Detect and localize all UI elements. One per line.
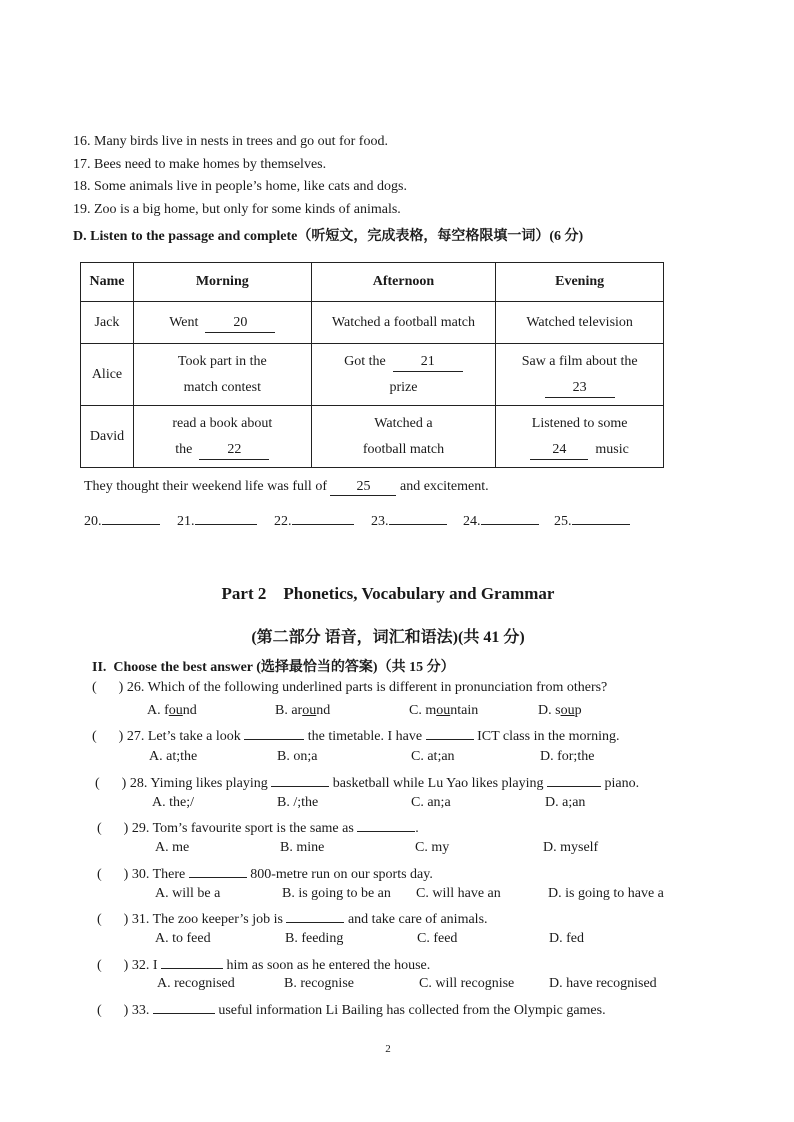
q31-option-a[interactable]: A. to feed bbox=[155, 931, 211, 946]
blank[interactable] bbox=[244, 725, 304, 740]
statement-18: 18. Some animals live in people’s home, like cats and dogs. bbox=[73, 179, 407, 194]
question-33: ( ) 33. useful information Li Bailing has collected from the Olympic games. bbox=[97, 999, 606, 1019]
q27-option-c[interactable]: C. at;an bbox=[411, 749, 455, 764]
q26-option-c[interactable]: C. mountain bbox=[409, 703, 479, 718]
q31-option-b[interactable]: B. feeding bbox=[285, 931, 344, 946]
answer-blank-20[interactable]: 20. bbox=[84, 510, 160, 530]
q29-option-a[interactable]: A. me bbox=[155, 840, 190, 855]
question-29: ( ) 29. Tom’s favourite sport is the same as . bbox=[97, 817, 419, 837]
part2-title: Part 2 Phonetics, Vocabulary and Grammar bbox=[221, 584, 555, 603]
q29-option-b[interactable]: B. mine bbox=[280, 840, 325, 855]
blank-22[interactable]: 22 bbox=[199, 441, 269, 460]
blank[interactable] bbox=[286, 908, 344, 923]
cell-evening: Saw a film about the 23 bbox=[496, 344, 664, 406]
question-28: ( ) 28. Yiming likes playing basketball while Lu Yao likes playing piano. bbox=[95, 772, 639, 792]
answer-blank-21[interactable]: 21. bbox=[177, 510, 257, 530]
answer-blank-24[interactable]: 24. bbox=[463, 510, 539, 530]
blank[interactable] bbox=[426, 725, 474, 740]
table-row-jack bbox=[81, 302, 664, 344]
cell-afternoon: Watched a football match bbox=[311, 406, 496, 468]
blank[interactable] bbox=[153, 999, 215, 1014]
cell-morning: read a book about the 22 bbox=[133, 406, 311, 468]
summary-sentence: They thought their weekend life was full of 25 and excitement. bbox=[84, 479, 489, 494]
blank-24[interactable]: 24 bbox=[530, 441, 588, 460]
q30-option-d[interactable]: D. is going to have a bbox=[548, 886, 664, 901]
blank[interactable] bbox=[161, 954, 223, 969]
blank[interactable] bbox=[189, 863, 247, 878]
statement-16: 16. Many birds live in nests in trees and go out for food. bbox=[73, 134, 388, 149]
table-row-david bbox=[81, 406, 664, 468]
q26-option-b[interactable]: B. around bbox=[275, 703, 331, 718]
question-31: ( ) 31. The zoo keeper’s job is and take care of animals. bbox=[97, 908, 488, 928]
q27-option-a[interactable]: A. at;the bbox=[149, 749, 198, 764]
q30-option-c[interactable]: C. will have an bbox=[416, 886, 501, 901]
q28-option-a[interactable]: A. the;/ bbox=[152, 795, 194, 810]
answer-blank-23[interactable]: 23. bbox=[371, 510, 447, 530]
q28-option-b[interactable]: B. /;the bbox=[277, 795, 319, 810]
cell-morning: Went 20 bbox=[133, 302, 311, 344]
cell-name: Alice bbox=[81, 344, 134, 406]
part2-subtitle: (第二部分 语音，词汇和语法)(共 41 分) bbox=[251, 629, 525, 646]
header-name: Name bbox=[81, 263, 134, 302]
question-26: ( ) 26. Which of the following underlined parts is different in pronunciation from others? bbox=[92, 680, 608, 695]
statement-17: 17. Bees need to make homes by themselves. bbox=[73, 157, 327, 172]
q29-option-c[interactable]: C. my bbox=[415, 840, 450, 855]
header-evening: Evening bbox=[496, 263, 664, 302]
page-number: 2 bbox=[385, 1043, 391, 1055]
question-27: ( ) 27. Let’s take a look the timetable. I have ICT class in the morning. bbox=[92, 725, 620, 745]
header-afternoon: Afternoon bbox=[311, 263, 496, 302]
q27-option-b[interactable]: B. on;a bbox=[277, 749, 318, 764]
cell-name: Jack bbox=[81, 302, 134, 344]
q27-option-d[interactable]: D. for;the bbox=[540, 749, 595, 764]
cell-name: David bbox=[81, 406, 134, 468]
cell-morning: Took part in the match contest bbox=[133, 344, 311, 406]
q29-option-d[interactable]: D. myself bbox=[543, 840, 599, 855]
listening-table bbox=[80, 262, 664, 468]
blank-25[interactable]: 25 bbox=[330, 479, 396, 496]
table-header-row bbox=[81, 263, 664, 302]
answer-blank-25[interactable]: 25. bbox=[554, 510, 630, 530]
section-d-heading: D. Listen to the passage and complete（听短文，完成表格，每空格限填一词）(6 分) bbox=[73, 229, 584, 244]
cell-evening: Watched television bbox=[496, 302, 664, 344]
cell-evening: Listened to some 24 music bbox=[496, 406, 664, 468]
statement-19: 19. Zoo is a big home, but only for some kinds of animals. bbox=[73, 202, 401, 217]
header-morning: Morning bbox=[133, 263, 311, 302]
q31-option-c[interactable]: C. feed bbox=[417, 931, 458, 946]
question-32: ( ) 32. I him as soon as he entered the house. bbox=[97, 954, 430, 974]
q28-option-d[interactable]: D. a;an bbox=[545, 795, 586, 810]
question-30: ( ) 30. There 800-metre run on our sports day. bbox=[97, 863, 433, 883]
blank[interactable] bbox=[271, 772, 329, 787]
cell-afternoon: Watched a football match bbox=[311, 302, 496, 344]
q30-option-b[interactable]: B. is going to be an bbox=[282, 886, 391, 901]
blank-20[interactable]: 20 bbox=[205, 314, 275, 333]
blank[interactable] bbox=[547, 772, 601, 787]
cell-afternoon: Got the 21 prize bbox=[311, 344, 496, 406]
section-ii-heading: II. Choose the best answer (选择最恰当的答案)（共 15 分） bbox=[92, 660, 455, 675]
q32-option-c[interactable]: C. will recognise bbox=[419, 976, 515, 991]
table-row-alice bbox=[81, 344, 664, 406]
q31-option-d[interactable]: D. fed bbox=[549, 931, 584, 946]
q30-option-a[interactable]: A. will be a bbox=[155, 886, 221, 901]
q32-option-b[interactable]: B. recognise bbox=[284, 976, 354, 991]
q28-option-c[interactable]: C. an;a bbox=[411, 795, 451, 810]
q26-option-d[interactable]: D. soup bbox=[538, 703, 582, 718]
blank-23[interactable]: 23 bbox=[545, 379, 615, 398]
answer-blank-22[interactable]: 22. bbox=[274, 510, 354, 530]
blank-21[interactable]: 21 bbox=[393, 353, 463, 372]
blank[interactable] bbox=[357, 817, 415, 832]
q26-option-a[interactable]: A. found bbox=[147, 703, 197, 718]
q32-option-d[interactable]: D. have recognised bbox=[549, 976, 657, 991]
q32-option-a[interactable]: A. recognised bbox=[157, 976, 235, 991]
